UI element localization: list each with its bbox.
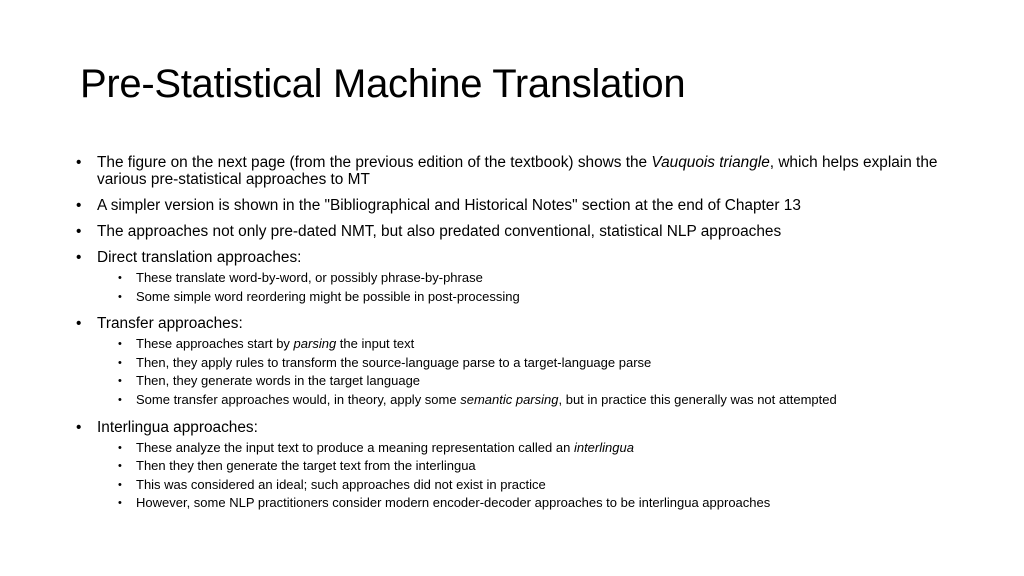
sub-bullet-text: Some simple word reordering might be possible in post-processing bbox=[136, 288, 520, 304]
sub-bullet-list bbox=[97, 439, 956, 513]
sub-bullet-item bbox=[97, 391, 956, 410]
sub-bullet-text: Then, they generate words in the target language bbox=[136, 373, 421, 389]
bullet-text: The approaches not only pre-dated NMT, but also predated conventional, statistical NLP approaches bbox=[97, 223, 782, 240]
bullet-item-transfer bbox=[76, 315, 956, 409]
sub-bullet-item bbox=[97, 476, 956, 495]
sub-bullet-text: , but in practice this generally was not attempted bbox=[558, 391, 837, 407]
sub-bullet-icon: • bbox=[118, 393, 122, 406]
bullet-text: Direct translation approaches: bbox=[97, 249, 302, 266]
sub-bullet-emphasis: parsing bbox=[293, 336, 337, 352]
sub-bullet-item bbox=[97, 372, 956, 391]
sub-bullet-text: Then, they apply rules to transform the source-language parse to a target-language parse bbox=[136, 354, 652, 370]
sub-bullet-icon: • bbox=[118, 338, 122, 351]
bullet-icon: • bbox=[76, 315, 82, 333]
sub-bullet-text: the input text bbox=[336, 336, 415, 352]
bullet-item-interlingua bbox=[76, 419, 956, 513]
sub-bullet-text: However, some NLP practitioners consider modern encoder-decoder approaches to be interlingua approaches bbox=[136, 495, 771, 511]
sub-bullet-text: Some transfer approaches would, in theory, apply some bbox=[136, 391, 461, 407]
sub-bullet-emphasis: semantic parsing bbox=[460, 391, 559, 407]
sub-bullet-item bbox=[97, 354, 956, 373]
sub-bullet-item bbox=[97, 269, 956, 288]
sub-bullet-icon: • bbox=[118, 460, 122, 473]
bullet-emphasis: Vauquois triangle bbox=[651, 154, 770, 171]
bullet-text: , which helps explain the various pre-statistical approaches to MT bbox=[97, 154, 938, 188]
sub-bullet-item bbox=[97, 288, 956, 307]
sub-bullet-icon: • bbox=[118, 290, 122, 303]
sub-bullet-text: These translate word-by-word, or possibly phrase-by-phrase bbox=[136, 270, 483, 285]
bullet-icon: • bbox=[76, 223, 82, 240]
sub-bullet-text: These analyze the input text to produce a meaning representation called an bbox=[136, 439, 574, 455]
sub-bullet-list bbox=[97, 335, 956, 409]
bullet-text: Interlingua approaches: bbox=[97, 418, 258, 436]
bullet-text: The figure on the next page (from the previous edition of the textbook) shows the bbox=[97, 154, 652, 171]
slide-title: Pre-Statistical Machine Translation bbox=[80, 62, 686, 106]
bullet-item-vauquois bbox=[76, 154, 956, 188]
sub-bullet-text: This was considered an ideal; such approaches did not exist in practice bbox=[136, 476, 546, 492]
sub-bullet-list bbox=[97, 269, 956, 306]
sub-bullet-icon: • bbox=[118, 272, 122, 284]
sub-bullet-icon: • bbox=[118, 497, 122, 510]
bullet-list bbox=[76, 154, 956, 513]
sub-bullet-icon: • bbox=[118, 441, 122, 454]
sub-bullet-icon: • bbox=[118, 356, 122, 369]
sub-bullet-emphasis: interlingua bbox=[573, 439, 634, 455]
sub-bullet-text: Then they then generate the target text from the interlingua bbox=[136, 458, 476, 474]
sub-bullet-icon: • bbox=[118, 478, 122, 491]
sub-bullet-item bbox=[97, 439, 956, 458]
bullet-icon: • bbox=[76, 197, 82, 214]
bullet-item-predated bbox=[76, 223, 956, 240]
bullet-icon: • bbox=[76, 249, 82, 266]
sub-bullet-item bbox=[97, 457, 956, 476]
bullet-icon: • bbox=[76, 418, 82, 436]
sub-bullet-item bbox=[97, 335, 956, 354]
sub-bullet-item bbox=[97, 494, 956, 513]
bullet-item-direct-translation bbox=[76, 249, 956, 306]
bullet-item-simpler-version bbox=[76, 197, 956, 214]
bullet-text: A simpler version is shown in the "Bibliographical and Historical Notes" section at the end of Chapter 13 bbox=[97, 197, 801, 214]
bullet-text: Transfer approaches: bbox=[97, 315, 243, 333]
sub-bullet-text: These approaches start by bbox=[136, 336, 294, 352]
bullet-icon: • bbox=[76, 154, 82, 171]
sub-bullet-icon: • bbox=[118, 375, 122, 388]
